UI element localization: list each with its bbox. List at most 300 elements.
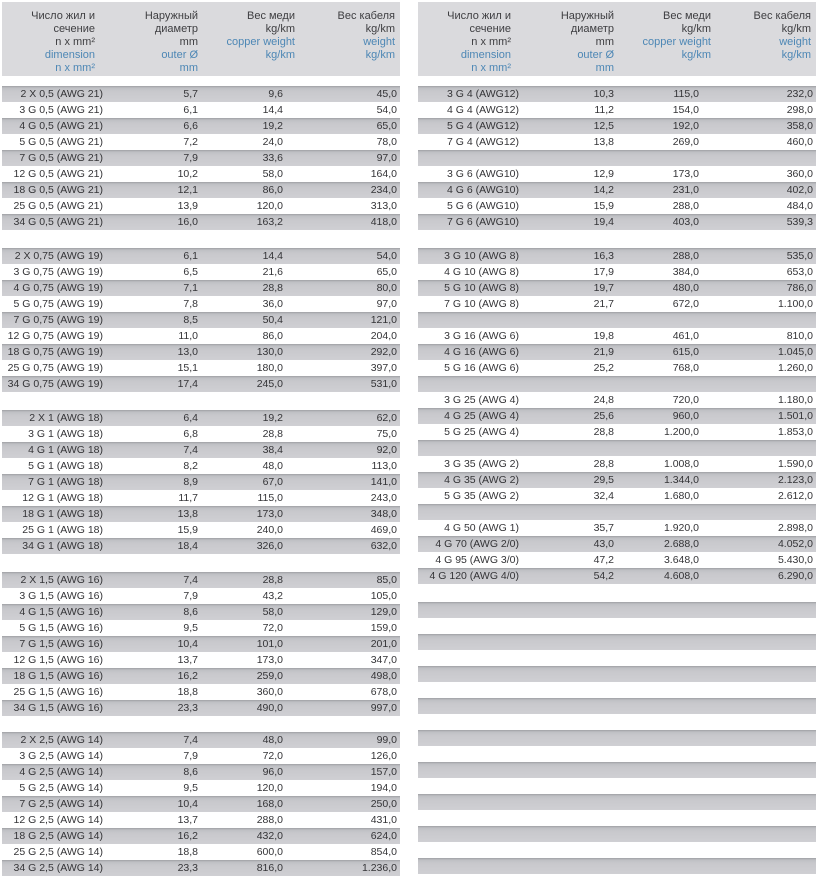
table-row xyxy=(2,748,400,764)
cell-copper-weight: 72,0 xyxy=(262,750,283,762)
blank-row xyxy=(418,682,816,698)
cell-copper-weight: 672,0 xyxy=(672,298,699,310)
cell-dimension xyxy=(418,842,521,858)
cell-dimension: 7 G 0,75 (AWG 19) xyxy=(13,314,103,326)
cell-dimension: 3 G 1 (AWG 18) xyxy=(28,428,103,440)
blank-row xyxy=(418,746,816,762)
cell-dimension: 4 G 70 (AWG 2/0) xyxy=(435,538,519,550)
table-row xyxy=(2,636,400,652)
table-row xyxy=(2,844,400,860)
header-line: n x mm² xyxy=(471,36,511,48)
blank-row xyxy=(418,858,816,874)
cell-copper-weight xyxy=(614,826,699,842)
cell-outer-diameter xyxy=(521,746,614,762)
cell-copper-weight: 115,0 xyxy=(673,88,699,100)
cell-outer-diameter: 35,7 xyxy=(593,522,614,534)
cell-copper-weight: 288,0 xyxy=(672,250,699,262)
blank-row xyxy=(418,602,816,618)
cell-dimension: 4 G 1,5 (AWG 16) xyxy=(19,606,103,618)
cell-outer-diameter: 7,8 xyxy=(183,298,198,310)
cell-dimension xyxy=(418,504,521,520)
cell-cable-weight: 121,0 xyxy=(370,314,397,326)
left-table-body xyxy=(2,86,400,876)
cell-outer-diameter: 8,9 xyxy=(183,476,198,488)
table-row xyxy=(418,456,816,472)
table-row xyxy=(2,102,400,118)
cell-dimension: 4 G 10 (AWG 8) xyxy=(444,266,519,278)
blank-row xyxy=(418,810,816,826)
table-row xyxy=(418,408,816,424)
cell-copper-weight: 38,4 xyxy=(262,444,283,456)
cell-copper-weight: 58,0 xyxy=(262,606,283,618)
cell-cable-weight: 1.180,0 xyxy=(777,394,813,406)
cell-outer-diameter: 28,8 xyxy=(593,426,614,438)
cell-dimension: 18 G 1,5 (AWG 16) xyxy=(13,670,103,682)
cell-cable-weight: 292,0 xyxy=(370,346,397,358)
cell-dimension: 5 G 1,5 (AWG 16) xyxy=(19,622,103,634)
cell-cable-weight: 75,0 xyxy=(376,428,397,440)
cell-cable-weight: 97,0 xyxy=(376,152,397,164)
cell-copper-weight: 19,2 xyxy=(262,412,283,424)
header-line: диаметр xyxy=(154,23,198,35)
header-line: kg/km xyxy=(265,23,295,35)
cell-outer-diameter xyxy=(521,858,614,874)
cell-outer-diameter: 17,4 xyxy=(177,378,198,390)
cell-outer-diameter: 28,8 xyxy=(593,458,614,470)
table-row xyxy=(2,150,400,166)
cell-copper-weight: 768,0 xyxy=(672,362,699,374)
header-line: Вес кабеля xyxy=(753,10,811,22)
cell-copper-weight: 24,0 xyxy=(262,136,283,148)
table-row xyxy=(2,538,400,554)
cell-dimension: 3 G 25 (AWG 4) xyxy=(444,394,519,406)
blank-row xyxy=(418,698,816,714)
table-row xyxy=(418,488,816,504)
cell-cable-weight: 360,0 xyxy=(786,168,813,180)
cell-cable-weight: 678,0 xyxy=(370,686,397,698)
table-row xyxy=(418,520,816,536)
cell-dimension: 4 G 0,75 (AWG 19) xyxy=(13,282,103,294)
cell-cable-weight: 2.898,0 xyxy=(777,522,813,534)
cell-cable-weight xyxy=(699,150,816,166)
cell-dimension: 2 X 1 (AWG 18) xyxy=(29,412,103,424)
cell-copper-weight: 86,0 xyxy=(262,330,283,342)
cell-dimension: 4 G 35 (AWG 2) xyxy=(444,474,519,486)
cell-outer-diameter: 9,5 xyxy=(183,782,198,794)
cell-cable-weight: 484,0 xyxy=(786,200,813,212)
cell-copper-weight: 360,0 xyxy=(256,686,283,698)
table-row xyxy=(418,280,816,296)
header-line: диаметр xyxy=(570,23,614,35)
blank-row xyxy=(418,312,816,328)
cell-outer-diameter: 47,2 xyxy=(593,554,614,566)
cell-outer-diameter: 16,3 xyxy=(593,250,614,262)
header-line: kg/km xyxy=(681,23,711,35)
table-row xyxy=(2,134,400,150)
cell-outer-diameter: 8,6 xyxy=(183,766,198,778)
cell-outer-diameter: 23,3 xyxy=(177,702,198,714)
cell-dimension: 3 G 16 (AWG 6) xyxy=(444,330,519,342)
blank-row xyxy=(418,440,816,456)
table-row xyxy=(2,458,400,474)
cell-dimension xyxy=(418,650,521,666)
cell-cable-weight xyxy=(699,826,816,842)
cell-dimension: 4 G 6 (AWG10) xyxy=(447,184,519,196)
cell-dimension xyxy=(418,794,521,810)
cell-copper-weight: 120,0 xyxy=(256,200,283,212)
cell-dimension xyxy=(418,376,521,392)
cell-copper-weight: 245,0 xyxy=(256,378,283,390)
cell-cable-weight xyxy=(699,746,816,762)
cell-copper-weight xyxy=(614,778,699,794)
cell-cable-weight: 397,0 xyxy=(370,362,397,374)
cell-outer-diameter xyxy=(521,682,614,698)
cell-outer-diameter: 18,8 xyxy=(177,846,198,858)
cell-dimension: 3 G 10 (AWG 8) xyxy=(444,250,519,262)
table-row xyxy=(418,536,816,552)
cell-outer-diameter: 15,1 xyxy=(177,362,198,374)
cell-copper-weight: 288,0 xyxy=(672,200,699,212)
header-line: copper weight xyxy=(642,36,711,48)
cell-dimension: 4 G 120 (AWG 4/0) xyxy=(429,570,519,582)
table-row xyxy=(418,86,816,102)
table-row xyxy=(418,360,816,376)
cell-outer-diameter xyxy=(521,376,614,392)
cell-outer-diameter: 13,8 xyxy=(593,136,614,148)
cell-cable-weight: 65,0 xyxy=(376,120,397,132)
cell-cable-weight: 92,0 xyxy=(376,444,397,456)
cell-cable-weight xyxy=(699,762,816,778)
cell-copper-weight: 28,8 xyxy=(262,428,283,440)
table-row xyxy=(2,426,400,442)
cell-dimension xyxy=(418,440,521,456)
cell-cable-weight: 126,0 xyxy=(370,750,397,762)
cell-cable-weight: 1.501,0 xyxy=(777,410,813,422)
cell-copper-weight: 115,0 xyxy=(257,492,283,504)
cell-cable-weight xyxy=(699,858,816,874)
table-segment xyxy=(2,86,400,230)
cell-outer-diameter: 21,9 xyxy=(593,346,614,358)
table-row xyxy=(2,604,400,620)
cell-outer-diameter: 7,9 xyxy=(183,750,198,762)
table-row xyxy=(2,118,400,134)
cell-dimension xyxy=(418,682,521,698)
cell-outer-diameter: 10,3 xyxy=(593,88,614,100)
cell-cable-weight: 6.290,0 xyxy=(777,570,813,582)
cell-cable-weight: 460,0 xyxy=(786,136,813,148)
cell-dimension: 3 G 6 (AWG10) xyxy=(447,168,519,180)
cell-copper-weight: 326,0 xyxy=(256,540,283,552)
header-col-copper-weight xyxy=(626,10,711,76)
table-segment xyxy=(418,248,816,584)
cell-outer-diameter xyxy=(521,440,614,456)
header-line: mm xyxy=(595,62,614,74)
blank-row xyxy=(418,794,816,810)
cell-copper-weight: 403,0 xyxy=(672,216,699,228)
cell-cable-weight: 1.045,0 xyxy=(777,346,813,358)
table-row xyxy=(418,392,816,408)
cell-outer-diameter: 18,8 xyxy=(177,686,198,698)
table-row xyxy=(418,424,816,440)
cell-copper-weight: 1.920,0 xyxy=(663,522,699,534)
cell-cable-weight: 204,0 xyxy=(370,330,397,342)
cell-copper-weight xyxy=(614,746,699,762)
cell-copper-weight: 14,4 xyxy=(262,104,283,116)
cell-copper-weight: 36,0 xyxy=(262,298,283,310)
blank-row xyxy=(418,762,816,778)
table-row xyxy=(2,410,400,426)
cell-cable-weight: 97,0 xyxy=(376,298,397,310)
cell-dimension: 7 G 4 (AWG12) xyxy=(447,136,519,148)
cell-cable-weight: 997,0 xyxy=(370,702,397,714)
cell-cable-weight: 1.260,0 xyxy=(777,362,813,374)
cell-copper-weight: 3.648,0 xyxy=(663,554,699,566)
table-row xyxy=(2,780,400,796)
table-row xyxy=(2,474,400,490)
cell-cable-weight: 810,0 xyxy=(786,330,813,342)
cell-cable-weight: 347,0 xyxy=(370,654,397,666)
cell-dimension: 25 G 1 (AWG 18) xyxy=(22,524,103,536)
table-row xyxy=(418,118,816,134)
cell-cable-weight xyxy=(699,842,816,858)
cell-outer-diameter xyxy=(521,842,614,858)
cell-copper-weight: 288,0 xyxy=(256,814,283,826)
cell-dimension xyxy=(418,746,521,762)
cell-dimension: 34 G 0,5 (AWG 21) xyxy=(13,216,103,228)
cell-cable-weight: 243,0 xyxy=(370,492,397,504)
cell-cable-weight xyxy=(699,666,816,682)
table-row xyxy=(2,490,400,506)
cell-dimension: 5 G 35 (AWG 2) xyxy=(444,490,519,502)
header-line: dimension xyxy=(44,49,95,61)
cell-dimension: 2 X 0,5 (AWG 21) xyxy=(20,88,103,100)
cell-dimension: 2 X 1,5 (AWG 16) xyxy=(20,574,103,586)
cell-cable-weight: 624,0 xyxy=(370,830,397,842)
cell-cable-weight: 498,0 xyxy=(370,670,397,682)
cell-cable-weight: 653,0 xyxy=(786,266,813,278)
cell-cable-weight: 418,0 xyxy=(370,216,397,228)
cell-outer-diameter: 12,5 xyxy=(593,120,614,132)
cell-copper-weight: 28,8 xyxy=(262,282,283,294)
cell-cable-weight: 157,0 xyxy=(370,766,397,778)
cell-dimension: 7 G 2,5 (AWG 14) xyxy=(19,798,103,810)
cell-outer-diameter: 6,6 xyxy=(183,120,198,132)
header-line: mm xyxy=(595,36,614,48)
cell-dimension: 5 G 0,5 (AWG 21) xyxy=(19,136,103,148)
header-line: сечение xyxy=(469,23,511,35)
cell-copper-weight xyxy=(614,634,699,650)
cell-cable-weight xyxy=(699,312,816,328)
cell-cable-weight: 4.052,0 xyxy=(777,538,813,550)
cell-copper-weight xyxy=(614,602,699,618)
cell-copper-weight xyxy=(614,440,699,456)
cell-copper-weight: 240,0 xyxy=(256,524,283,536)
cell-cable-weight: 5.430,0 xyxy=(777,554,813,566)
table-header xyxy=(2,2,400,76)
table-row xyxy=(418,182,816,198)
table-row xyxy=(2,620,400,636)
cell-cable-weight: 632,0 xyxy=(370,540,397,552)
cell-cable-weight: 164,0 xyxy=(370,168,397,180)
cell-dimension: 4 G 95 (AWG 3/0) xyxy=(435,554,519,566)
header-line: Число жил и xyxy=(447,10,511,22)
cell-dimension: 12 G 1,5 (AWG 16) xyxy=(13,654,103,666)
blank-row xyxy=(418,842,816,858)
cell-cable-weight: 539,3 xyxy=(786,216,813,228)
cell-outer-diameter: 6,1 xyxy=(183,104,198,116)
blank-row xyxy=(418,650,816,666)
cell-outer-diameter: 6,5 xyxy=(183,266,198,278)
cell-cable-weight: 45,0 xyxy=(376,88,397,100)
cell-copper-weight: 163,2 xyxy=(256,216,283,228)
cell-copper-weight xyxy=(614,810,699,826)
cell-cable-weight: 298,0 xyxy=(786,104,813,116)
table-row xyxy=(418,102,816,118)
cell-outer-diameter: 25,6 xyxy=(593,410,614,422)
cell-copper-weight: 154,0 xyxy=(672,104,699,116)
cell-cable-weight xyxy=(699,440,816,456)
cell-dimension xyxy=(418,698,521,714)
table-row xyxy=(2,376,400,392)
header-col-copper-weight xyxy=(210,10,295,76)
cell-cable-weight: 232,0 xyxy=(786,88,813,100)
cell-copper-weight xyxy=(614,312,699,328)
cell-outer-diameter: 7,4 xyxy=(183,444,198,456)
blank-row xyxy=(418,504,816,520)
cell-outer-diameter: 16,0 xyxy=(177,216,198,228)
table-row xyxy=(418,552,816,568)
left-spec-table xyxy=(2,2,400,876)
cell-dimension: 7 G 0,5 (AWG 21) xyxy=(19,152,103,164)
cell-dimension xyxy=(418,730,521,746)
cell-dimension: 5 G 6 (AWG10) xyxy=(447,200,519,212)
cell-outer-diameter xyxy=(521,826,614,842)
cell-outer-diameter xyxy=(521,634,614,650)
cell-copper-weight: 269,0 xyxy=(672,136,699,148)
cell-dimension: 25 G 0,5 (AWG 21) xyxy=(13,200,103,212)
cell-copper-weight xyxy=(614,730,699,746)
cell-copper-weight xyxy=(614,650,699,666)
cell-dimension: 4 G 1 (AWG 18) xyxy=(28,444,103,456)
cell-outer-diameter: 54,2 xyxy=(593,570,614,582)
header-line: kg/km xyxy=(365,23,395,35)
cell-copper-weight: 33,6 xyxy=(262,152,283,164)
cell-dimension: 12 G 2,5 (AWG 14) xyxy=(13,814,103,826)
table-row xyxy=(2,280,400,296)
cell-dimension: 12 G 0,75 (AWG 19) xyxy=(7,330,103,342)
cell-outer-diameter: 8,5 xyxy=(183,314,198,326)
header-col-cable-weight xyxy=(699,10,816,76)
table-row xyxy=(418,344,816,360)
header-line: kg/km xyxy=(781,49,811,61)
cell-cable-weight: 105,0 xyxy=(370,590,397,602)
table-segment xyxy=(2,248,400,392)
table-row xyxy=(2,860,400,876)
header-line: kg/km xyxy=(781,23,811,35)
cell-dimension: 5 G 2,5 (AWG 14) xyxy=(19,782,103,794)
cell-dimension xyxy=(418,312,521,328)
table-row xyxy=(2,328,400,344)
cell-cable-weight: 80,0 xyxy=(376,282,397,294)
table-row xyxy=(2,344,400,360)
cell-copper-weight: 432,0 xyxy=(256,830,283,842)
header-col-outer-diameter xyxy=(105,10,198,76)
cell-outer-diameter xyxy=(521,618,614,634)
cell-copper-weight: 67,0 xyxy=(262,476,283,488)
cell-outer-diameter: 23,3 xyxy=(177,862,198,874)
cell-copper-weight: 960,0 xyxy=(672,410,699,422)
cell-copper-weight: 816,0 xyxy=(256,862,283,874)
cell-outer-diameter: 15,9 xyxy=(593,200,614,212)
cell-dimension: 5 G 25 (AWG 4) xyxy=(444,426,519,438)
cell-copper-weight xyxy=(614,150,699,166)
table-row xyxy=(2,86,400,102)
cell-cable-weight: 234,0 xyxy=(370,184,397,196)
cell-cable-weight xyxy=(699,602,816,618)
cell-cable-weight: 313,0 xyxy=(370,200,397,212)
cell-cable-weight: 2.612,0 xyxy=(777,490,813,502)
cell-outer-diameter: 10,4 xyxy=(177,638,198,650)
cell-dimension: 5 G 4 (AWG12) xyxy=(447,120,519,132)
blank-row xyxy=(418,150,816,166)
cell-copper-weight: 72,0 xyxy=(262,622,283,634)
cell-outer-diameter: 13,0 xyxy=(177,346,198,358)
cell-cable-weight: 129,0 xyxy=(370,606,397,618)
cell-dimension: 2 X 2,5 (AWG 14) xyxy=(20,734,103,746)
table-row xyxy=(418,166,816,182)
cell-cable-weight: 358,0 xyxy=(786,120,813,132)
cell-cable-weight: 1.100,0 xyxy=(777,298,813,310)
table-row xyxy=(418,328,816,344)
cell-copper-weight: 43,2 xyxy=(262,590,283,602)
cell-outer-diameter: 10,2 xyxy=(177,168,198,180)
header-line: kg/km xyxy=(681,49,711,61)
cell-outer-diameter: 9,5 xyxy=(183,622,198,634)
cell-copper-weight: 9,6 xyxy=(268,88,283,100)
cell-outer-diameter: 29,5 xyxy=(593,474,614,486)
table-row xyxy=(2,442,400,458)
cell-dimension: 7 G 1,5 (AWG 16) xyxy=(19,638,103,650)
cell-outer-diameter xyxy=(521,504,614,520)
cell-dimension xyxy=(418,618,521,634)
cell-dimension: 12 G 0,5 (AWG 21) xyxy=(13,168,103,180)
cell-outer-diameter: 17,9 xyxy=(593,266,614,278)
blank-row xyxy=(418,730,816,746)
cell-cable-weight: 159,0 xyxy=(370,622,397,634)
cell-cable-weight: 54,0 xyxy=(376,104,397,116)
cell-dimension: 3 G 0,5 (AWG 21) xyxy=(19,104,103,116)
table-row xyxy=(418,248,816,264)
cell-cable-weight: 194,0 xyxy=(370,782,397,794)
cell-copper-weight: 50,4 xyxy=(262,314,283,326)
table-row xyxy=(2,296,400,312)
cell-copper-weight xyxy=(614,858,699,874)
cell-dimension: 5 G 0,75 (AWG 19) xyxy=(13,298,103,310)
cell-cable-weight: 2.123,0 xyxy=(777,474,813,486)
cell-outer-diameter: 5,7 xyxy=(183,88,198,100)
cell-dimension: 25 G 0,75 (AWG 19) xyxy=(7,362,103,374)
cell-copper-weight xyxy=(614,666,699,682)
cell-dimension: 4 G 0,5 (AWG 21) xyxy=(19,120,103,132)
cell-dimension: 4 G 16 (AWG 6) xyxy=(444,346,519,358)
cell-dimension: 3 G 2,5 (AWG 14) xyxy=(19,750,103,762)
cell-dimension: 4 G 50 (AWG 1) xyxy=(444,522,519,534)
cell-copper-weight: 19,2 xyxy=(262,120,283,132)
cell-copper-weight: 58,0 xyxy=(262,168,283,180)
header-line: Вес меди xyxy=(662,10,711,22)
header-col-cable-weight xyxy=(283,10,400,76)
cell-outer-diameter: 43,0 xyxy=(593,538,614,550)
